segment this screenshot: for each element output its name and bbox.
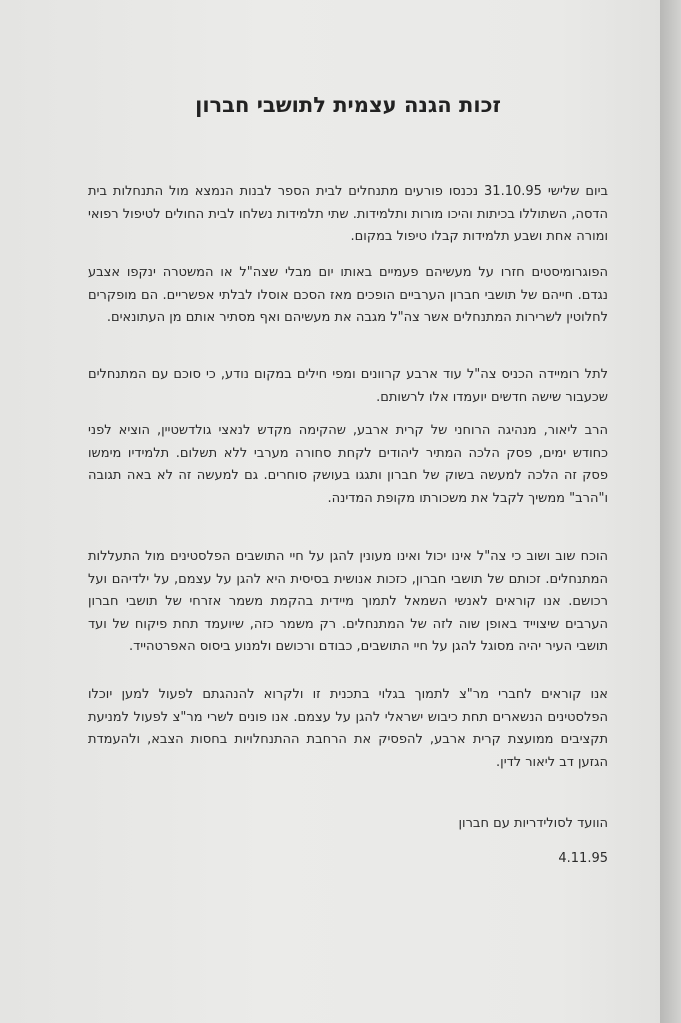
paragraph-1: ביום שלישי 31.10.95 נכנסו פורעים מתנחלים לבית הספר לבנות הנמצא מול התנחלות בית הדסה, השתוללו בכיתות והיכו מורות ותלמידות. שתי תלמידות נשלחו לבית החולים לטיפול רפואי ומורה אחת ושבע תלמידות קבלו טיפול במקום. bbox=[88, 184, 608, 244]
signature-organization: הוועד לסולידריות עם חברון bbox=[458, 816, 608, 831]
page-edge bbox=[660, 0, 681, 1023]
paragraph-6: אנו קוראים לחברי מר"צ לתמוך בגלוי בתכנית זו ולקרוא להנהגתם לפעול למען יוכלו הפלסטינים הנשארים תחת כיבוש ישראלי להגן על עצמם. אנו פונים לשרי מר"צ לפעול למניעת תקציבים ממועצת קרית ארבע, להפסיק את הרחבת ההתנחלויות בחסות הצבא, ולהעמדת הגזען דב ליאור לדין. bbox=[88, 687, 608, 770]
paragraph-3: לתל רומיידה הכניס צה"ל עוד ארבע קרוונים ומפי חילים במקום נודע, כי סוכם עם המתנחלים שכעבור שישה חדשים יועמדו אלו לרשותם. bbox=[88, 367, 608, 405]
document-title: זכות הגנה עצמית לתושבי חברון bbox=[195, 93, 501, 117]
paragraph-2: הפוגרומיסטים חזרו על מעשיהם פעמיים באותו יום מבלי שצה"ל או המשטרה ינקפו אצבע נגדם. חייהם של תושבי חברון הערביים הופכים מאז הסכם אוסלו לבלתי אפשריים. הם מופקרים לחלוטין לשרירות המתנחלים אשר צה"ל מגבה את מעשיהם ואף מסתיר אותם מן העתונאים. bbox=[88, 265, 608, 325]
paragraph-4: הרב ליאור, מנהיגה הרוחני של קרית ארבע, שהקימה מקדש לנאצי גולדשטיין, הוציא לפני כחודש ימים, פסק הלכה המתיר ליהודים לקחת סחורה מערבי ללא תשלום. תלמידיו מימשו פסק זה הלכה למעשה בשוק של חברון ותגגו בעושק סוחרים. גם למעשה זה לא באה תגובה ו"הרב" ממשיך לקבל את משכורתו מקופת המדינה. bbox=[88, 423, 608, 506]
signature-date: 4.11.95 bbox=[558, 851, 608, 866]
paragraph-5: הוכח שוב ושוב כי צה"ל אינו יכול ואינו מעונין להגן על חיי התושבים הפלסטינים מול התעללות המתנחלים. זכותם של תושבי חברון, כזכות אנושית בסיסית היא להגן על עצמם, על ילדיהם ועל רכושם. אנו קוראים לאנשי השמאל לתמוך מיידית בהקמת משמר אזרחי של תושבי חברון הערבים שיצוייד באופן שוה לזה של המתנחלים. רק משמר כזה, שיועמד תחת פיקוח של ועד תושבי העיר יהיה מסוגל להגן על חיי התושבים, כבודם ורכושם ולמנוע ביסוס האפרטהייד. bbox=[88, 549, 608, 654]
